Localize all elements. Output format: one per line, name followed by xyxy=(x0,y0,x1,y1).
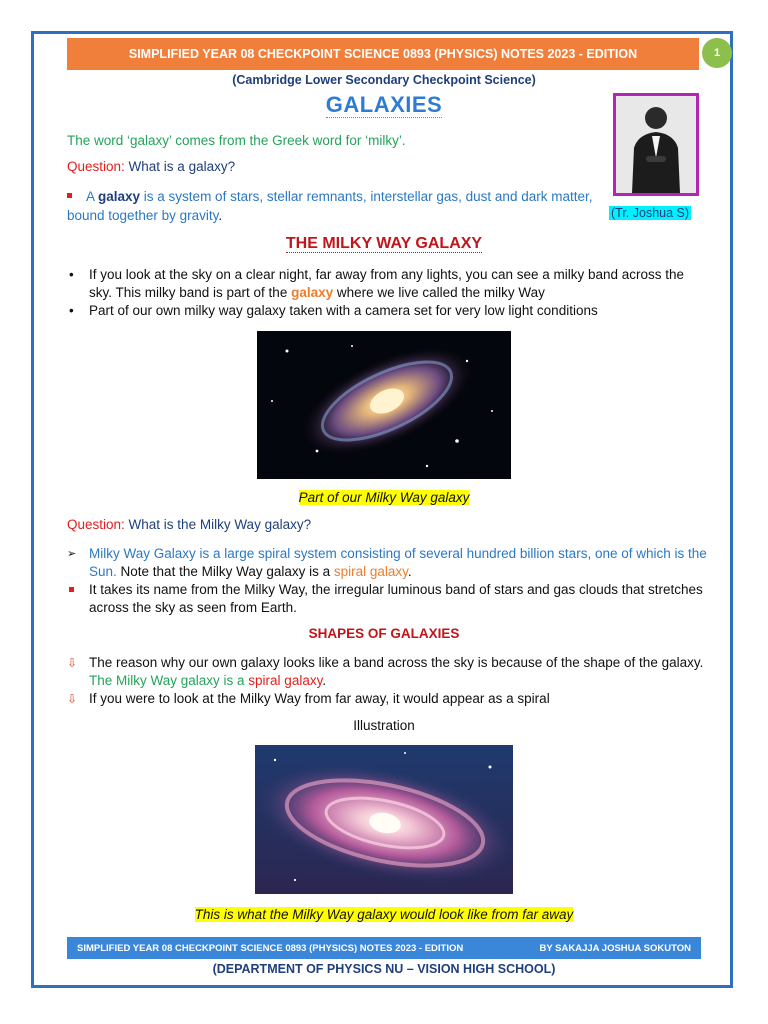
header-banner: SIMPLIFIED YEAR 08 CHECKPOINT SCIENCE 0893 (PHYSICS) NOTES 2023 - EDITION xyxy=(67,38,699,70)
teacher-portrait xyxy=(613,93,699,196)
definition-pre: A xyxy=(86,189,99,204)
bullet-text: Part of our own milky way galaxy taken with a camera set for very low light conditions xyxy=(89,303,598,318)
milky-way-answer xyxy=(67,545,707,617)
question-text: What is a galaxy? xyxy=(124,159,236,174)
illustration-caption xyxy=(0,906,768,924)
bullet-end: . xyxy=(322,673,327,688)
list-item xyxy=(67,690,707,708)
shapes-heading: SHAPES OF GALAXIES xyxy=(308,626,460,641)
footer-left: SIMPLIFIED YEAR 08 CHECKPOINT SCIENCE 0893 (PHYSICS) NOTES 2023 - EDITION xyxy=(77,942,464,954)
galaxy-photo-caption xyxy=(0,489,768,507)
bullet-text-end: where we live called the milky Way xyxy=(333,285,545,300)
intro-text: The word ‘galaxy’ comes from the Greek word for ‘milky’. xyxy=(67,133,406,148)
answer-end: . xyxy=(407,564,412,579)
definition-keyword: galaxy xyxy=(98,189,141,204)
milky-way-heading-text: THE MILKY WAY GALAXY xyxy=(285,235,483,252)
highlight-word: galaxy xyxy=(291,285,334,300)
answer-note: Note that the Milky Way galaxy is a xyxy=(116,564,334,579)
definition-end: . xyxy=(218,208,223,223)
subtitle: (Cambridge Lower Secondary Checkpoint Science) xyxy=(232,73,536,87)
definition-body: is a system of stars, stellar remnants, interstellar gas, dust and dark matter, bound together by gravity xyxy=(67,189,593,223)
bullet-text: The reason why our own galaxy looks like a band across the sky is because of the shape of the galaxy. xyxy=(89,655,704,670)
spiral-galaxy-term: spiral galaxy xyxy=(333,564,408,579)
question-label: Question: xyxy=(67,517,125,532)
question-2 xyxy=(67,517,311,532)
milky-way-bullets xyxy=(67,266,707,320)
galaxy-illustration xyxy=(255,745,513,894)
question-text: What is the Milky Way galaxy? xyxy=(124,517,312,532)
department-line: (DEPARTMENT OF PHYSICS NU – VISION HIGH SCHOOL) xyxy=(212,962,556,976)
person-icon xyxy=(616,96,696,193)
square-bullet-icon xyxy=(67,193,72,198)
galaxy-definition xyxy=(67,187,597,225)
bullet-text: If you were to look at the Milky Way from far away, it would appear as a spiral xyxy=(89,691,550,706)
milky-way-heading xyxy=(0,235,768,253)
bullet-text: If you look at the sky on a clear night, far away from any lights, you can see a milky band across the sky. This milky band is part of the xyxy=(89,267,685,300)
caption-text: Part of our Milky Way galaxy xyxy=(298,490,470,505)
illustration-label: Illustration xyxy=(353,718,415,733)
list-item xyxy=(67,545,707,581)
footer-banner xyxy=(67,937,701,959)
shapes-bullets xyxy=(67,654,707,708)
green-text: The Milky Way galaxy is a xyxy=(89,673,249,688)
page-title-text: GALAXIES xyxy=(325,92,443,117)
question-label: Question: xyxy=(67,159,125,174)
answer-text: Milky Way Galaxy is a large spiral system consisting of several hundred billion stars, one of which is the Sun. xyxy=(89,546,707,579)
question-1 xyxy=(67,159,235,174)
caption-text: This is what the Milky Way galaxy would look like from far away xyxy=(194,907,574,922)
list-item xyxy=(67,654,707,690)
footer-author: BY SAKAJJA JOSHUA SOKUTON xyxy=(539,942,691,954)
answer-text: It takes its name from the Milky Way, the irregular luminous band of stars and gas clouds that stretches across the sky as seen from Earth. xyxy=(89,582,703,615)
spiral-galaxy-term: spiral galaxy xyxy=(248,673,323,688)
list-item xyxy=(67,581,707,617)
list-item xyxy=(67,302,707,320)
teacher-caption: (Tr. Joshua S) xyxy=(611,206,690,220)
list-item xyxy=(67,266,707,302)
galaxy-photo xyxy=(257,331,511,479)
page-number-badge: 1 xyxy=(702,38,732,68)
